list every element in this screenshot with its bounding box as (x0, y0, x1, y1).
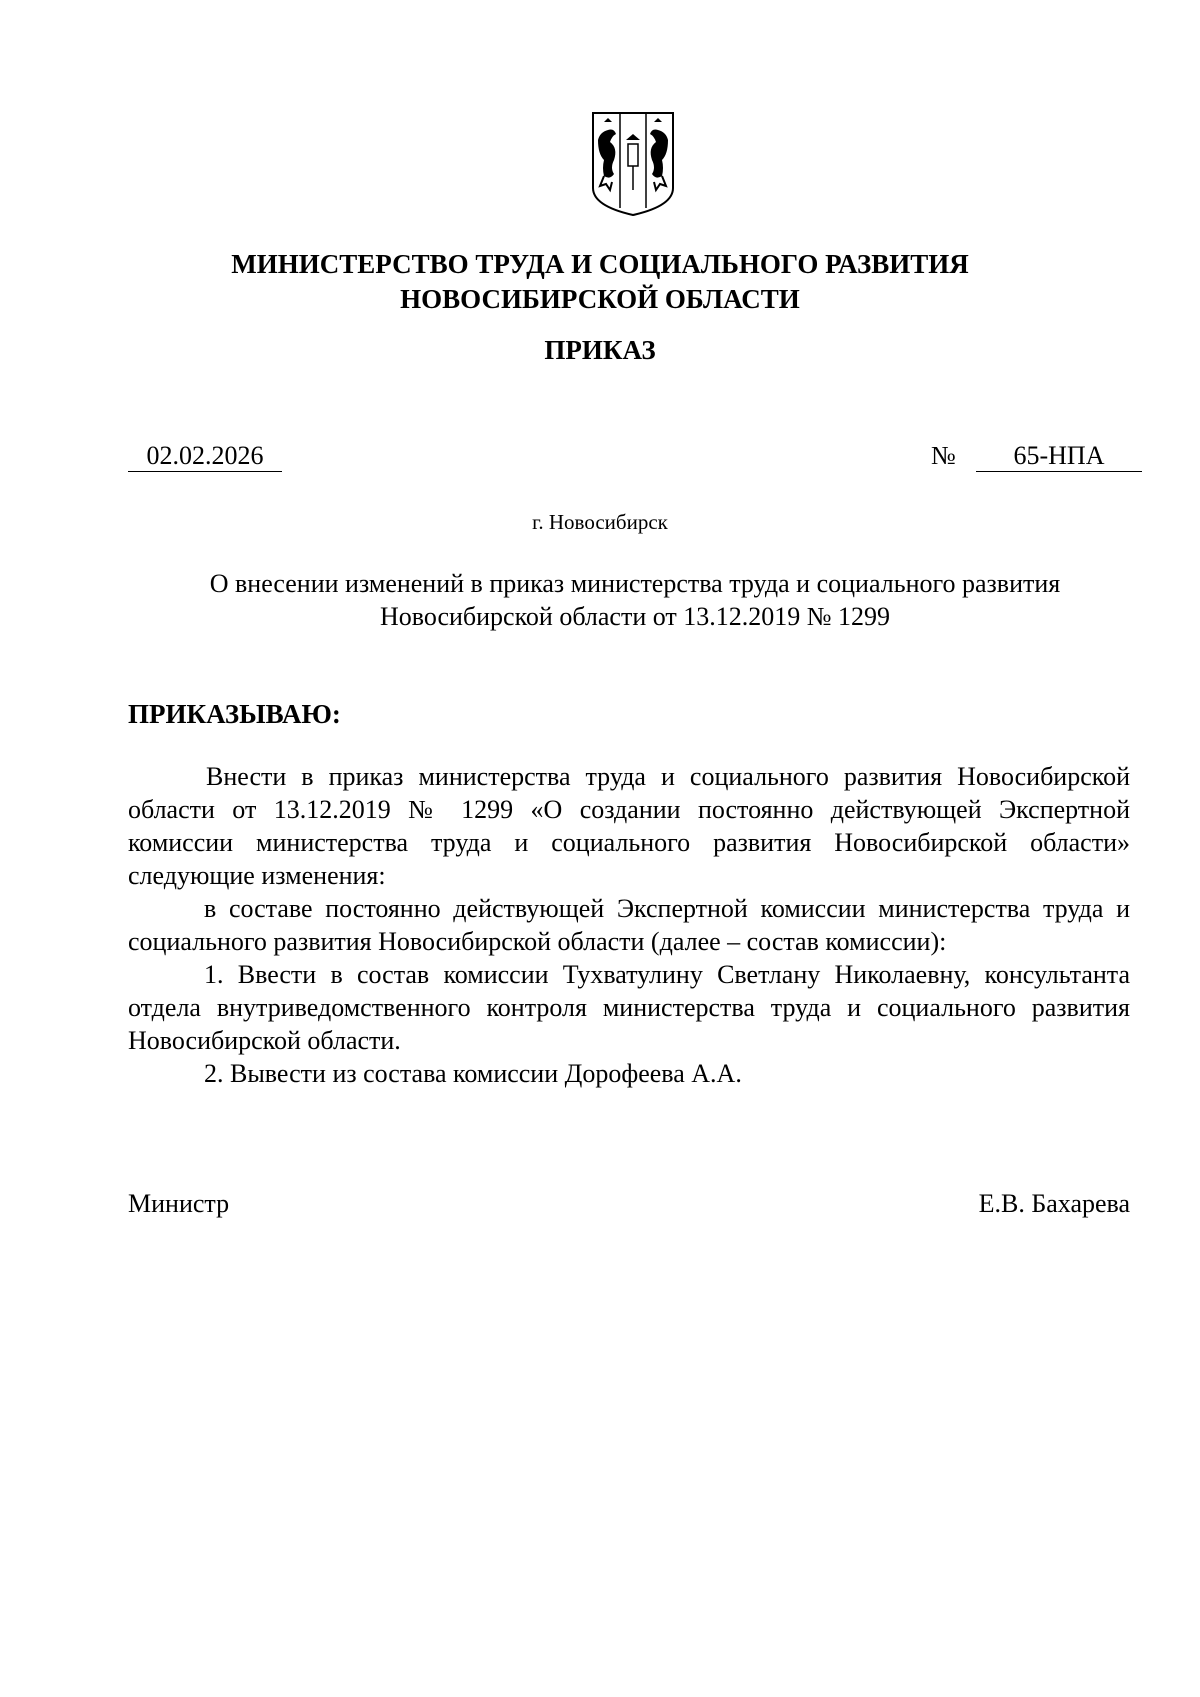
body-paragraph-1: Внести в приказ министерства труда и социального развития Новосибирской области от 13.12.2019 № 1299 «О создании постоянно действующей Экспертной комиссии министерства труда и социального развития Новосибирской области» следующие изменения: (128, 762, 1130, 890)
order-title: ПРИКАЗ (544, 335, 656, 365)
order-date: 02.02.2026 (128, 441, 282, 472)
order-body (128, 760, 1130, 1090)
ministry-name-line1: МИНИСТЕРСТВО ТРУДА И СОЦИАЛЬНОГО РАЗВИТИЯ (231, 249, 969, 279)
signatory-name: Е.В. Бахарева (978, 1189, 1130, 1218)
body-paragraph-4: 2. Вывести из состава комиссии Дорофеева А.А. (204, 1059, 742, 1088)
order-number: 65-НПА (976, 441, 1142, 472)
coat-of-arms-icon (590, 110, 676, 218)
directive-heading: ПРИКАЗЫВАЮ: (128, 699, 341, 729)
body-paragraph-3: 1. Ввести в состав комиссии Тухватулину Светлану Николаевну, консультанта отдела внутриведомственного контроля министерства труда и социального развития Новосибирской области. (128, 960, 1130, 1055)
order-subject (128, 567, 1142, 633)
number-sign: № (931, 441, 956, 470)
body-paragraph-2: в составе постоянно действующей Экспертной комиссии министерства труда и социального развития Новосибирской области (далее – состав комиссии): (128, 894, 1130, 956)
signatory-title: Министр (128, 1189, 230, 1218)
city: г. Новосибирск (532, 510, 668, 534)
subject-line2: Новосибирской области от 13.12.2019 № 1299 (379, 602, 891, 631)
subject-line1: О внесении изменений в приказ министерства труда и социального развития (209, 569, 1061, 598)
ministry-name-line2: НОВОСИБИРСКОЙ ОБЛАСТИ (400, 284, 800, 314)
